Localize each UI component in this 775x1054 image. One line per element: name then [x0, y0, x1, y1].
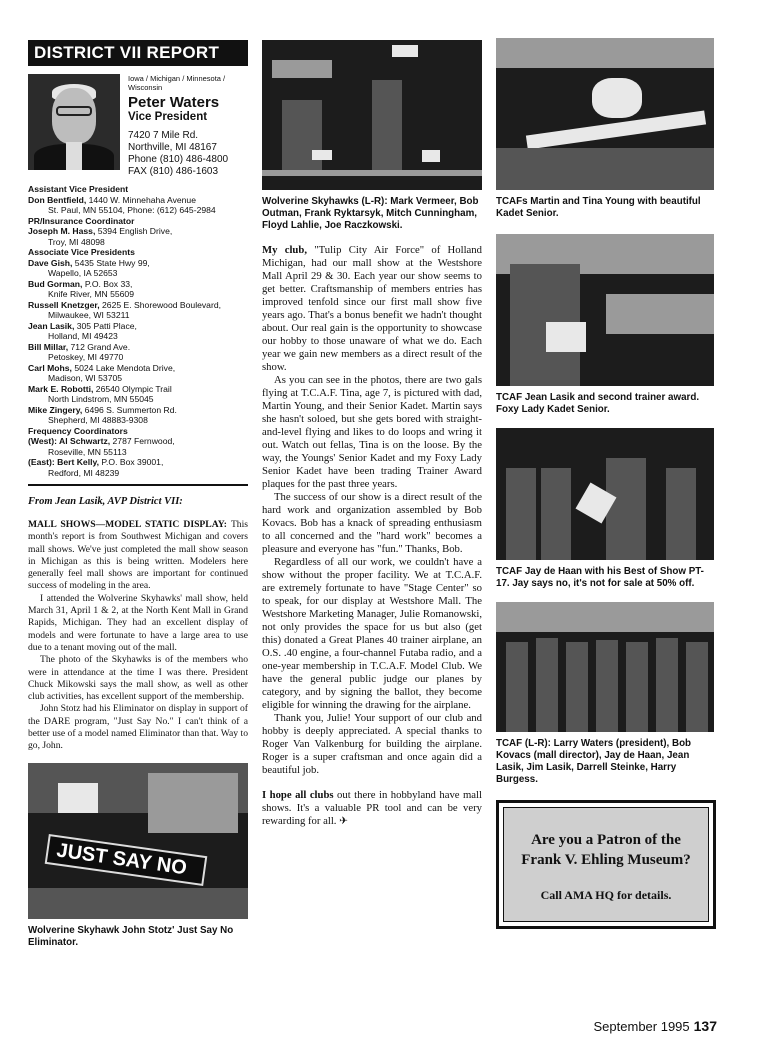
- officer-heading: Assistant Vice President: [28, 184, 129, 194]
- page-number: 137: [693, 1018, 717, 1034]
- vp-phone: Phone (810) 486-4800: [128, 154, 229, 165]
- skyhawks-group-photo: [262, 40, 482, 190]
- mall-shows-article: [28, 519, 248, 753]
- article-paragraph: I attended the Wolverine Skyhawks' mall show, held March 31, April 1 & 2, at the North Kent Mall in Grand Rapids, Michigan. They had an excellent display of models and were fortunate to have a large area to use due to a tenant moving out of the mall.: [28, 592, 248, 653]
- officer-entry: (East): Bert Kelly, P.O. Box 39001,: [28, 457, 164, 467]
- officer-entry: Bill Millar, 712 Grand Ave.: [28, 341, 131, 352]
- photo-caption: Wolverine Skyhawk John Stotz' Just Say No Eliminator.: [28, 924, 234, 948]
- officer-address: Roseville, MN 55113: [48, 446, 127, 457]
- officer-address: North Lindstrom, MN 55045: [48, 394, 154, 404]
- article-paragraph: Regardless of all our work, we couldn't have a show without the proper facility. We at T.C.A.F. are extremely fortunate to have "Stage Center" so to speak, for our display at Westshore Mall. The Westshore Marketing Manager, Julie Romanowski, not only provides the space for us but also (get this) donated a Great Planes 40 trainer airplane, an O.S. .40 engine, a four-channel Futaba radio, and a one-year membership in T.C.A.F. Model Club. We have the general public judge our planes by category, and by signing the ballot, they become eligible for winning the drawing for the airplane.: [262, 556, 482, 711]
- article-paragraph: The photo of the Skyhawks is of the members who were in attendance at the time I was there. President Chuck Mikowski says the mall show, as well as other club activities, has excellent support of the membership.: [28, 654, 248, 703]
- officer-entry: Joseph M. Hass, 5394 English Drive,: [28, 226, 173, 236]
- article-paragraph: The success of our show is a direct result of the hard work and organization assembled by Bob Kovacs. Bob has a knack of spreading enthusiasm to all concerned and the "hard work" becomes a pleasure and everyone has "fun." Thanks, Bob.: [262, 491, 482, 555]
- officer-entry: Jean Lasik, 305 Patti Place,: [28, 320, 137, 331]
- vp-states-line2: Wisconsin: [128, 83, 163, 92]
- officer-entry: Carl Mohs, 5024 Lake Mendota Drive,: [28, 362, 176, 373]
- officer-entry: Don Bentfield, 1440 W. Minnehaha Avenue: [28, 194, 196, 205]
- officer-address: Troy, MI 48098: [48, 236, 105, 247]
- article-subhead: MALL SHOWS—MODEL STATIC DISPLAY:: [28, 519, 227, 530]
- vp-address: [128, 130, 228, 178]
- vp-box: [28, 74, 248, 178]
- just-say-no-sign: JUST SAY NO: [45, 834, 208, 886]
- officer-address: Madison, WI 53705: [48, 373, 123, 383]
- photo-caption: TCAFs Martin and Tina Young with beautiful Kadet Senior.: [496, 196, 701, 219]
- officer-heading: Frequency Coordinators: [28, 425, 128, 436]
- officer-address: Petoskey, MI 49770: [48, 352, 124, 362]
- vp-addr1: 7420 7 Mile Rd.: [128, 130, 199, 141]
- vp-portrait-photo: [28, 74, 120, 170]
- right-column: [496, 38, 716, 929]
- photo-caption: TCAF Jean Lasik and second trainer award. Foxy Lady Kadet Senior.: [496, 392, 700, 415]
- tcaf-article: [262, 244, 482, 828]
- article-paragraph: I hope all clubs out there in hobbyland have mall shows. It's a valuable PR tool and can be very rewarding for all. ✈: [262, 789, 482, 827]
- article-paragraph: My club, "Tulip City Air Force" of Holland Michigan, had our mall show at the Westshore Mall April 29 & 30. Each year our show seems to get better. Craftsmanship of members entries has improved tenfold since our first mall show five years ago. That's a bonus benefit we hadn't thought about. Our real gain is the opportunity to showcase our hobby to those unaware of what we do. Each year we gain new members as a direct result of the show.: [262, 244, 482, 373]
- photo-caption: Wolverine Skyhawks (L-R): Mark Vermeer, Bob Outman, Frank Ryktarsyk, Mitch Cunningham, Floyd Lahlie, Joe Raczkowski.: [262, 196, 479, 231]
- officer-address: Redford, MI 48239: [48, 467, 120, 478]
- officer-entry: Bud Gorman, P.O. Box 33,: [28, 278, 133, 289]
- officer-heading: Associate Vice Presidents: [28, 247, 135, 257]
- officer-entry: Dave Gish, 5435 State Hwy 99,: [28, 257, 150, 268]
- photo-caption: TCAF (L-R): Larry Waters (president), Bob Kovacs (mall director), Jay de Haan, Jean Lasik, Jim Lasik, Darrell Steinke, Harry Burgess.: [496, 738, 692, 785]
- photo-caption: TCAF Jay de Haan with his Best of Show PT-17. Jay says no, it's not for sale at 50% off.: [496, 566, 704, 589]
- vp-addr2: Northville, MI 48167: [128, 142, 217, 153]
- officer-entry: Mike Zingery, 6496 S. Summerton Rd.: [28, 404, 177, 415]
- officers-list: [28, 184, 248, 478]
- issue-date: September 1995: [593, 1019, 690, 1034]
- page-footer: [594, 1018, 717, 1034]
- officer-address: Knife River, MN 55609: [48, 289, 134, 299]
- vp-fax: FAX (810) 486-1603: [128, 166, 219, 177]
- officer-address: Holland, MI 49423: [48, 331, 118, 341]
- patron-ad: [496, 800, 716, 929]
- tcaf-group-photo: [496, 602, 714, 732]
- just-say-no-photo: [28, 763, 248, 919]
- divider: [28, 484, 248, 486]
- article-paragraph: John Stotz had his Eliminator on display in support of the DARE program, "Just Say No." I can't think of a better use of a model named Eliminator than that. Way to go, John.: [28, 703, 248, 752]
- officer-address: Wapello, IA 52653: [48, 268, 118, 278]
- from-line: From Jean Lasik, AVP District VII:: [28, 496, 183, 507]
- article-paragraph: Thank you, Julie! Your support of our club and hobby is deeply appreciated. A special thanks to Roger Van Valkenburg for building the airplane. Roger is a super craftsman and once again did a beautiful job.: [262, 712, 482, 776]
- officer-address: Shepherd, MI 48883-9308: [48, 415, 148, 425]
- article-paragraph: MALL SHOWS—MODEL STATIC DISPLAY: This month's report is from Southwest Michigan and covers mall shows. We've just completed the mall show season in Michigan as this is being written. Modelers here generally feel mall shows are important for continued success of modeling in the area.: [28, 519, 248, 592]
- district-title: DISTRICT VII REPORT: [28, 40, 248, 66]
- officer-heading: PR/Insurance Coordinator: [28, 215, 135, 226]
- officer-entry: Russell Knetzger, 2625 E. Shorewood Boulevard,: [28, 299, 221, 310]
- officer-entry: (West): Al Schwartz, 2787 Fernwood,: [28, 436, 175, 446]
- vp-title: Vice President: [128, 111, 208, 123]
- lead-in: My club,: [262, 244, 307, 256]
- lead-in: I hope all clubs: [262, 789, 334, 801]
- vp-info: [120, 74, 228, 178]
- young-kadet-photo: [496, 38, 714, 190]
- middle-column: [262, 40, 482, 828]
- article-paragraph: As you can see in the photos, there are two gals flying at T.C.A.F. Tina, age 7, is pictured with dad, Martin Young, and their Senior Kadet. Martin says she hasn't soloed, but she gets bored with straight-and-level flying and likes to do loops and wring it out. Watch out fellas, Tina is on the loose. By the way, the Youngs' Senior Kadet and my Foxy Lady Senior Kadet have been trading Trainer Award plaques for the past three years.: [262, 374, 482, 490]
- patron-call-text: Call AMA HQ for details.: [540, 888, 672, 902]
- officer-address: Milwaukee, WI 53211: [48, 310, 130, 320]
- patron-question: Are you a Patron of the Frank V. Ehling Museum?: [521, 832, 691, 868]
- officer-entry: Mark E. Robotti, 26540 Olympic Trail: [28, 383, 172, 394]
- vp-name: Peter Waters: [128, 94, 220, 111]
- vp-states-line1: Iowa / Michigan / Minnesota /: [128, 74, 226, 83]
- left-column: [28, 40, 248, 949]
- officer-address: St. Paul, MN 55104, Phone: (612) 645-2984: [48, 205, 216, 215]
- dehaan-pt17-photo: [496, 428, 714, 560]
- lasik-award-photo: [496, 234, 714, 386]
